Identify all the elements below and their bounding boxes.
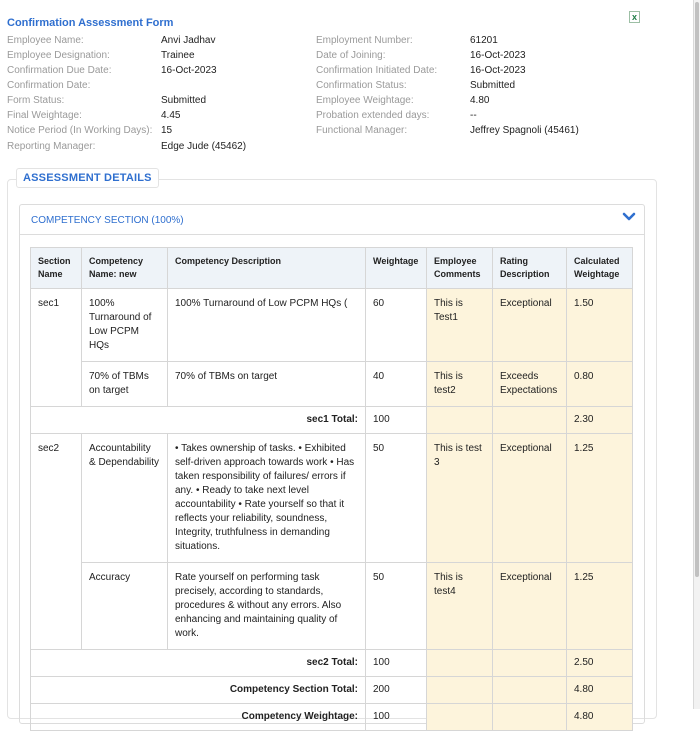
cell-rating: Exceptional [493, 563, 567, 650]
label-employee-designation: Employee Designation: [7, 50, 110, 61]
label-employee-name: Employee Name: [7, 35, 84, 46]
cell-employee-comments: This is test 3 [427, 434, 493, 563]
value-final-weightage: 4.45 [161, 110, 181, 121]
sec2-total-empty-comments [427, 650, 493, 677]
label-employee-weightage: Employee Weightage: [316, 95, 414, 106]
label-confirmation-due-date: Confirmation Due Date: [7, 65, 112, 76]
sec2-total-row [31, 650, 633, 677]
cell-rating: Exceeds Expectations [493, 362, 567, 407]
competency-weightage-row [31, 704, 633, 731]
value-confirmation-status: Submitted [470, 80, 516, 91]
value-probation-extended-days: -- [470, 110, 477, 121]
cell-calculated: 1.25 [567, 563, 633, 650]
value-form-status: Submitted [161, 95, 207, 106]
cell-calculated: 0.80 [567, 362, 633, 407]
cell-section-name: sec2 [31, 434, 82, 650]
label-probation-extended-days: Probation extended days: [316, 110, 430, 121]
label-notice-period: Notice Period (In Working Days): [7, 125, 153, 136]
cell-description: 100% Turnaround of Low PCPM HQs ( [168, 289, 366, 362]
value-employment-number: 61201 [470, 35, 498, 46]
excel-export-icon[interactable]: x [629, 11, 640, 23]
cell-employee-comments: This is test2 [427, 362, 493, 407]
sec1-total-calculated: 2.30 [567, 407, 633, 434]
cell-calculated: 1.50 [567, 289, 633, 362]
label-employment-number: Employment Number: [316, 35, 413, 46]
label-reporting-manager: Reporting Manager: [7, 141, 96, 152]
competency-weightage-value: 100 [366, 704, 427, 731]
table-row [31, 289, 633, 362]
value-employee-designation: Trainee [161, 50, 195, 61]
cell-calculated: 1.25 [567, 434, 633, 563]
cell-section-name: sec1 [31, 289, 82, 407]
value-confirmation-due-date: 16-Oct-2023 [161, 65, 217, 76]
table-row [31, 362, 633, 407]
sec1-total-empty-comments [427, 407, 493, 434]
competency-weightage-empty-rating [493, 704, 567, 731]
competency-weightage-label: Competency Weightage: [31, 704, 366, 731]
cell-rating: Exceptional [493, 434, 567, 563]
competency-section-header[interactable] [20, 205, 644, 235]
competency-total-empty-comments [427, 677, 493, 704]
form-title: Confirmation Assessment Form [7, 17, 174, 29]
table-header-row [31, 248, 633, 289]
sec2-total-weightage: 100 [366, 650, 427, 677]
competency-section-total-row [31, 677, 633, 704]
cell-competency: Accountability & Dependability [82, 434, 168, 563]
label-confirmation-date: Confirmation Date: [7, 80, 91, 91]
competency-weightage-empty-comments [427, 704, 493, 731]
cell-description: 70% of TBMs on target [168, 362, 366, 407]
label-date-of-joining: Date of Joining: [316, 50, 386, 61]
cell-competency: Accuracy [82, 563, 168, 650]
col-competency-name: Competency Name: new [82, 248, 168, 289]
cell-weightage: 40 [366, 362, 427, 407]
label-confirmation-status: Confirmation Status: [316, 80, 407, 91]
assessment-details-legend: ASSESSMENT DETAILS [16, 168, 159, 188]
cell-weightage: 50 [366, 563, 427, 650]
value-employee-name: Anvi Jadhav [161, 35, 216, 46]
label-form-status: Form Status: [7, 95, 65, 106]
sec2-total-empty-rating [493, 650, 567, 677]
competency-section-total-calculated: 4.80 [567, 677, 633, 704]
competency-section-total-label: Competency Section Total: [31, 677, 366, 704]
col-weightage: Weightage [366, 248, 427, 289]
sec1-total-label: sec1 Total: [31, 407, 366, 434]
col-rating-description: Rating Description [493, 248, 567, 289]
cell-weightage: 50 [366, 434, 427, 563]
cell-description: Rate yourself on performing task precisely, according to standards, procedures & without any errors. Also enhancing and maintaining quality of work. [168, 563, 366, 650]
label-final-weightage: Final Weightage: [7, 110, 82, 121]
cell-rating: Exceptional [493, 289, 567, 362]
col-calculated-weightage: Calculated Weightage [567, 248, 633, 289]
cell-employee-comments: This is Test1 [427, 289, 493, 362]
value-notice-period: 15 [161, 125, 173, 136]
cell-description: • Takes ownership of tasks. • Exhibited self-driven approach towards work • Has taken responsibility of failures/ errors if any. • Ready to take next level accountability • Rate yourself so that it reflects your reliability, soundness, Integrity, truthfulness in demanding situations. [168, 434, 366, 563]
cell-employee-comments: This is test4 [427, 563, 493, 650]
competency-table [30, 247, 633, 731]
col-section-name: Section Name [31, 248, 82, 289]
competency-section-total-weightage: 200 [366, 677, 427, 704]
vertical-scrollbar[interactable] [694, 0, 700, 709]
col-employee-comments: Employee Comments [427, 248, 493, 289]
table-row [31, 563, 633, 650]
sec2-total-calculated: 2.50 [567, 650, 633, 677]
value-functional-manager: Jeffrey Spagnoli (45461) [470, 125, 579, 136]
competency-weightage-calculated: 4.80 [567, 704, 633, 731]
sec1-total-row [31, 407, 633, 434]
scrollbar-thumb[interactable] [695, 2, 699, 577]
label-functional-manager: Functional Manager: [316, 125, 408, 136]
value-reporting-manager: Edge Jude (45462) [161, 141, 247, 152]
cell-weightage: 60 [366, 289, 427, 362]
sec1-total-weightage: 100 [366, 407, 427, 434]
cell-competency: 70% of TBMs on target [82, 362, 168, 407]
sec2-total-label: sec2 Total: [31, 650, 366, 677]
table-row [31, 434, 633, 563]
cell-competency: 100% Turnaround of Low PCPM HQs [82, 289, 168, 362]
competency-total-empty-rating [493, 677, 567, 704]
label-confirmation-initiated-date: Confirmation Initiated Date: [316, 65, 438, 76]
value-employee-weightage: 4.80 [470, 95, 490, 106]
value-confirmation-initiated-date: 16-Oct-2023 [470, 65, 526, 76]
chevron-down-icon[interactable] [622, 210, 636, 224]
sec1-total-empty-rating [493, 407, 567, 434]
value-date-of-joining: 16-Oct-2023 [470, 50, 526, 61]
col-competency-description: Competency Description [168, 248, 366, 289]
competency-section-title[interactable]: COMPETENCY SECTION (100%) [31, 215, 184, 226]
